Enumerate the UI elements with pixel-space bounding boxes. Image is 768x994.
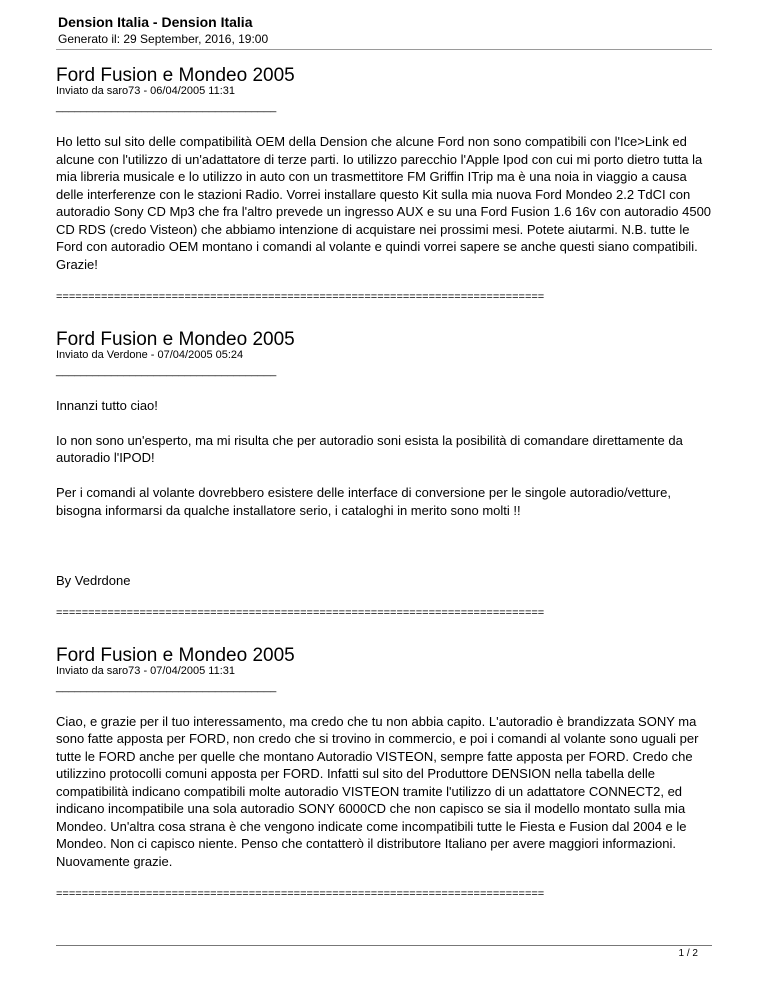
post-body [56, 713, 716, 871]
post-separator: ============================================================================ [56, 887, 545, 900]
post-body [56, 397, 716, 590]
generated-date: Generato il: 29 September, 2016, 19:00 [58, 32, 269, 46]
post-title: Ford Fusion e Mondeo 2005 [56, 65, 295, 86]
post-underline: ____________________________________ [56, 680, 277, 693]
post-title: Ford Fusion e Mondeo 2005 [56, 644, 295, 666]
site-title: Dension Italia - Dension Italia [58, 14, 253, 30]
post-paragraph: Per i comandi al volante dovrebbero esistere delle interface di conversione per le singole autoradio/vetture, bisogna informarsi da qualche installatore serio, i cataloghi in merito sono molti !! [56, 485, 671, 518]
post-paragraph: Innanzi tutto ciao! [56, 397, 158, 413]
page-number: 1 / 2 [678, 948, 698, 959]
header-divider [56, 49, 712, 50]
post-separator: ============================================================================ [56, 606, 545, 619]
footer-divider [56, 945, 712, 946]
post-title: Ford Fusion e Mondeo 2005 [56, 328, 295, 350]
post-meta: Inviato da Verdone - 07/04/2005 05:24 [56, 348, 244, 361]
page-header [58, 14, 712, 47]
post-separator: ============================================================================ [56, 290, 545, 303]
thread-content [56, 66, 716, 927]
post-2 [56, 330, 716, 619]
post-spacer [56, 537, 716, 555]
post-meta: Inviato da saro73 - 06/04/2005 11:31 [56, 85, 235, 97]
post-paragraph: Io non sono un'esperto, ma mi risulta che per autoradio soni esista la posibilità di comandare direttamente da autoradio l'IPOD! [56, 432, 683, 465]
post-meta: Inviato da saro73 - 07/04/2005 11:31 [56, 664, 235, 677]
post-underline: ____________________________________ [56, 101, 277, 113]
post-paragraph: Ho letto sul sito delle compatibilità OEM della Dension che alcune Ford non sono compatibili con l'Ice>Link ed alcune con l'utilizzo di un'adattatore di terze parti. Io utilizzo parecchio l'Apple Ipod con cui mi porto dietro tutta la mia libreria musicale e lo utilizzo in auto con un trasmettitore FM Griffin ITrip ma è una noia in viaggio a causa delle interferenze con le stazioni Radio. Vorrei installare questo Kit sulla mia nuova Ford Mondeo 2.2 TdCI con autoradio Sony CD Mp3 che fra l'altro prevede un ingresso AUX e su una Ford Fusion 1.6 16v con autoradio 4500 CD RDS (credo Visteon) che abbiamo intenzione di acquistare nei prossimi mesi. Potete aiutarmi. N.B. tutte le Ford con autoradio OEM montano i comandi al volante e quindi vorrei sapere se anche questi siano compatibili. Grazie! [56, 134, 712, 272]
post-signature: By Vedrdone [56, 572, 131, 588]
post-body [56, 133, 716, 273]
post-paragraph: Ciao, e grazie per il tuo interessamento, ma credo che tu non abbia capito. L'autoradio è brandizzata SONY ma sono fatte apposta per FORD, non credo che si trovino in commercio, e poi i comandi al volante sono uguali per tutte le FORD anche per quelle che montano Autoradio VISTEON, sempre fatte apposta per FORD. Credo che utilizzino protocolli comuni apposta per FORD. Infatti sul sito del Produttore DENSION nella tabella delle compatibilità indicano compatibili molte autoradio VISTEON tramite l'utilizzo di un adattatore CONNECT2, ed indicano incompatibile una sola autoradio SONY 6000CD che non capisco se sia il modello montato sulla mia Mondeo. Un'altra cosa strana è che vengono indicate come incompatibili tutte le Fiesta e Fusion dal 2004 e le Mondeo. Non ci capisco niente. Penso che contatterò il distributore Italiano per avere maggiori informazioni. Nuovamente grazie. [56, 713, 699, 869]
post-underline: ____________________________________ [56, 364, 277, 377]
post-1 [56, 66, 716, 303]
post-3 [56, 646, 716, 900]
